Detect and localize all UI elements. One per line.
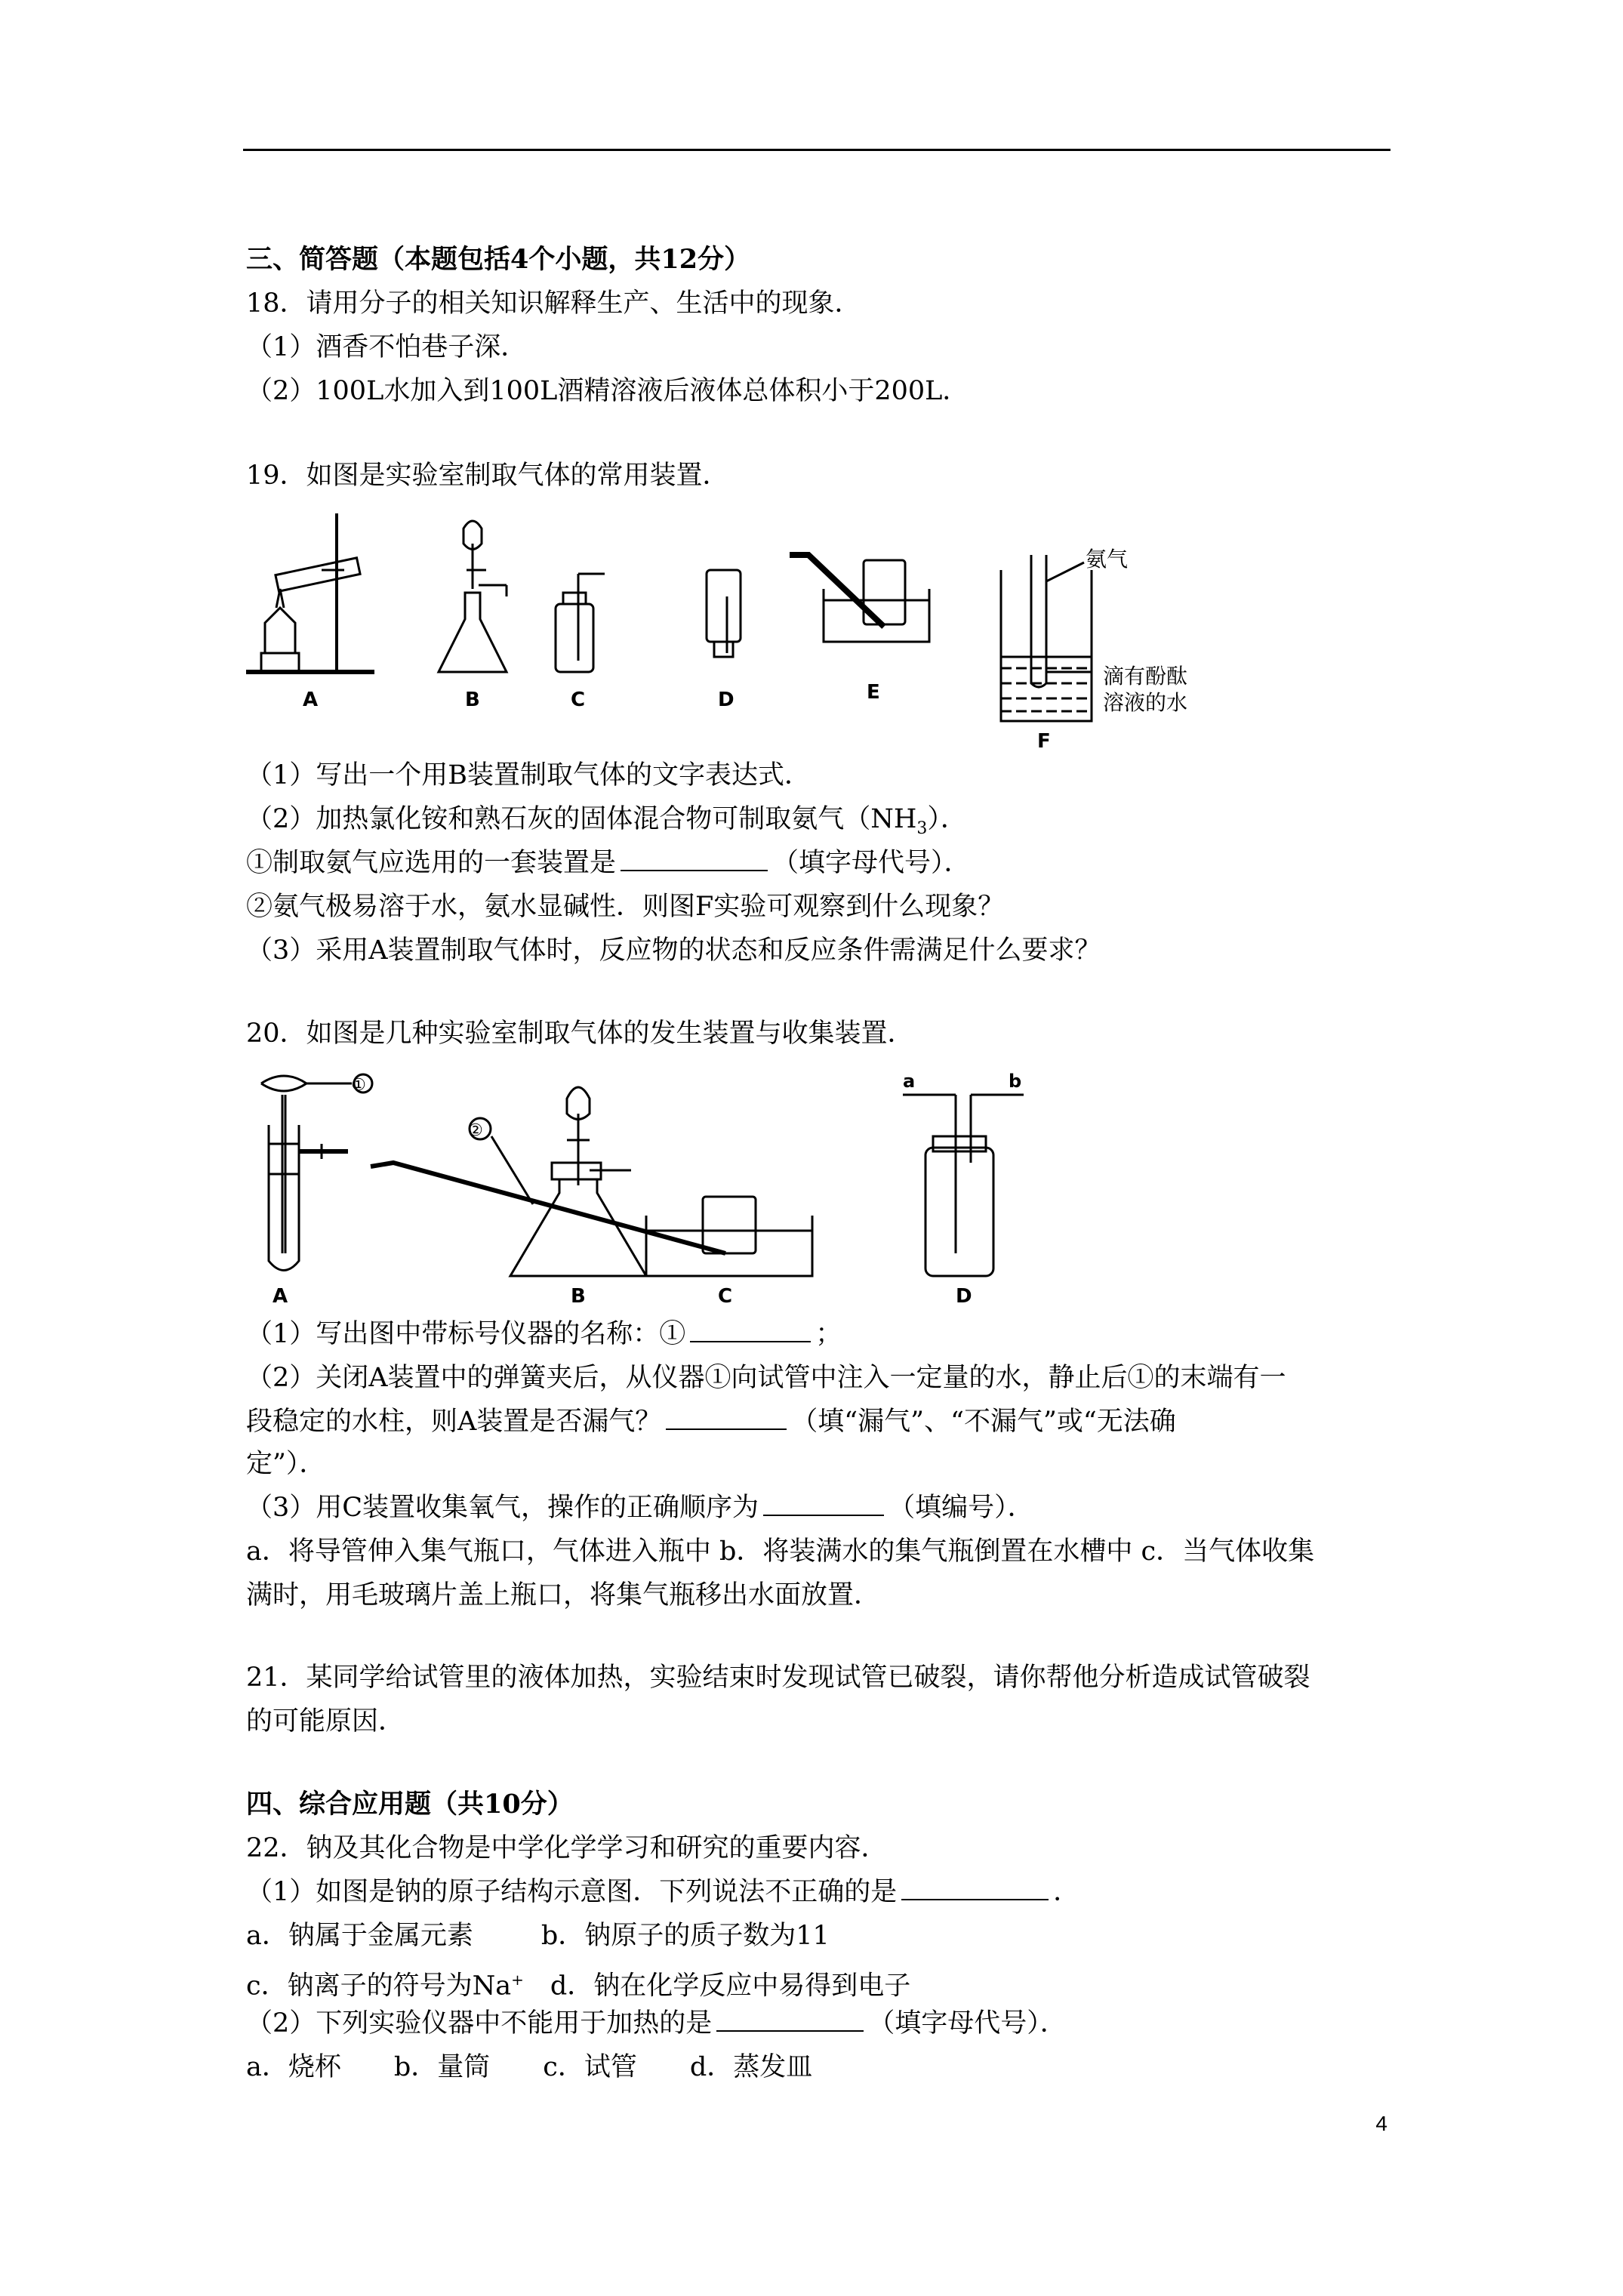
answer-blank[interactable] bbox=[666, 1406, 787, 1430]
answer-blank[interactable] bbox=[716, 2008, 864, 2032]
q19-part2b: ②氨气极易溶于水，氨水显碱性．则图F实验可观察到什么现象？ bbox=[246, 892, 1005, 922]
q20-part2-line2: 段稳定的水柱，则A装置是否漏气？ （填“漏气”、“不漏气”或“无法确 bbox=[246, 1407, 1176, 1437]
q20-fig-mark1: ① bbox=[351, 1076, 366, 1095]
q22-options-ab: a．钠属于金属元素 b．钠原子的质子数为11 bbox=[246, 1921, 830, 1951]
header-rule bbox=[243, 149, 1390, 151]
q22-part2: （2）下列实验仪器中不能用于加热的是 （填字母代号）． bbox=[246, 2008, 1067, 2039]
q19-fig-label-d: D bbox=[718, 689, 735, 711]
q20-stem: 20．如图是几种实验室制取气体的发生装置与收集装置． bbox=[246, 1019, 914, 1049]
q20-fig-mark2: ② bbox=[468, 1121, 483, 1140]
q20-fig-a: a bbox=[903, 1071, 916, 1092]
q22-options2: a．烧杯 b．量筒 c．试管 d．蒸发皿 bbox=[246, 2052, 813, 2082]
q22-options-cd: c．钠离子的符号为Na+ d．钠在化学反应中易得到电子 bbox=[246, 1971, 911, 2002]
q20-fig-b: b bbox=[1009, 1071, 1022, 1092]
q19-part1: （1）写出一个用B装置制取气体的文字表达式． bbox=[246, 760, 811, 791]
q20-fig-label-c: C bbox=[718, 1285, 733, 1306]
answer-blank[interactable] bbox=[763, 1492, 884, 1516]
q19-fig-text-ammonia: 氨气 bbox=[1086, 547, 1129, 572]
q20-options-line1: a．将导管伸入集气瓶口，气体进入瓶中 b．将装满水的集气瓶倒置在水槽中 c．当气体收集 bbox=[246, 1536, 1315, 1567]
q20-part3: （3）用C装置收集氧气，操作的正确顺序为 （填编号）． bbox=[246, 1493, 1034, 1523]
page-number: 4 bbox=[1375, 2112, 1387, 2135]
q18-stem: 18．请用分子的相关知识解释生产、生活中的现象． bbox=[246, 288, 861, 319]
q20-part2-line3: 定”）． bbox=[246, 1449, 326, 1479]
answer-blank[interactable] bbox=[621, 847, 768, 871]
section3-title: 三、简答题（本题包括4个小题，共12分） bbox=[246, 244, 751, 275]
q19-fig-label-f: F bbox=[1037, 730, 1051, 753]
q19-apparatus-figure bbox=[246, 498, 1288, 755]
q21-line2: 的可能原因． bbox=[246, 1706, 405, 1737]
q20-apparatus-figure bbox=[246, 1065, 1212, 1306]
section4-title: 四、综合应用题（共10分） bbox=[246, 1789, 574, 1820]
q22-stem: 22．钠及其化合物是中学化学学习和研究的重要内容． bbox=[246, 1833, 888, 1863]
q19-fig-text-water2: 溶液的水 bbox=[1103, 690, 1188, 715]
q20-options-line2: 满时，用毛玻璃片盖上瓶口，将集气瓶移出水面放置． bbox=[246, 1580, 881, 1610]
q19-fig-label-a: A bbox=[303, 689, 319, 711]
q20-fig-label-d: D bbox=[956, 1285, 972, 1306]
q22-part1: （1）如图是钠的原子结构示意图．下列说法不正确的是 ． bbox=[246, 1877, 1080, 1907]
q18-part1: （1）酒香不怕巷子深． bbox=[246, 332, 528, 362]
answer-blank[interactable] bbox=[901, 1876, 1049, 1900]
q19-part3: （3）采用A装置制取气体时，反应物的状态和反应条件需满足什么要求？ bbox=[246, 935, 1101, 966]
q20-part1: （1）写出图中带标号仪器的名称：① ； bbox=[246, 1319, 842, 1349]
q19-fig-text-water1: 滴有酚酞 bbox=[1103, 664, 1188, 689]
q19-fig-label-c: C bbox=[571, 689, 586, 711]
q20-fig-label-b: B bbox=[571, 1285, 586, 1306]
q19-fig-label-e: E bbox=[867, 681, 880, 704]
answer-blank[interactable] bbox=[690, 1318, 811, 1342]
q19-part2: （2）加热氯化铵和熟石灰的固体混合物可制取氨气$(NH_3)$． bbox=[246, 804, 967, 838]
q19-stem: 19．如图是实验室制取气体的常用装置． bbox=[246, 461, 729, 491]
q21-line1: 21．某同学给试管里的液体加热，实验结束时发现试管已破裂，请你帮他分析造成试管破裂 bbox=[246, 1663, 1310, 1693]
q19-part2a: ①制取氨气应选用的一套装置是 （填字母代号）． bbox=[246, 848, 971, 878]
q20-part2-line1: （2）关闭A装置中的弹簧夹后，从仪器①向试管中注入一定量的水，静止后①的末端有一 bbox=[246, 1363, 1286, 1393]
q18-part2: （2）100L水加入到100L酒精溶液后液体总体积小于200L． bbox=[246, 376, 969, 406]
q19-fig-label-b: B bbox=[465, 689, 480, 711]
q20-fig-label-a: A bbox=[273, 1285, 288, 1306]
